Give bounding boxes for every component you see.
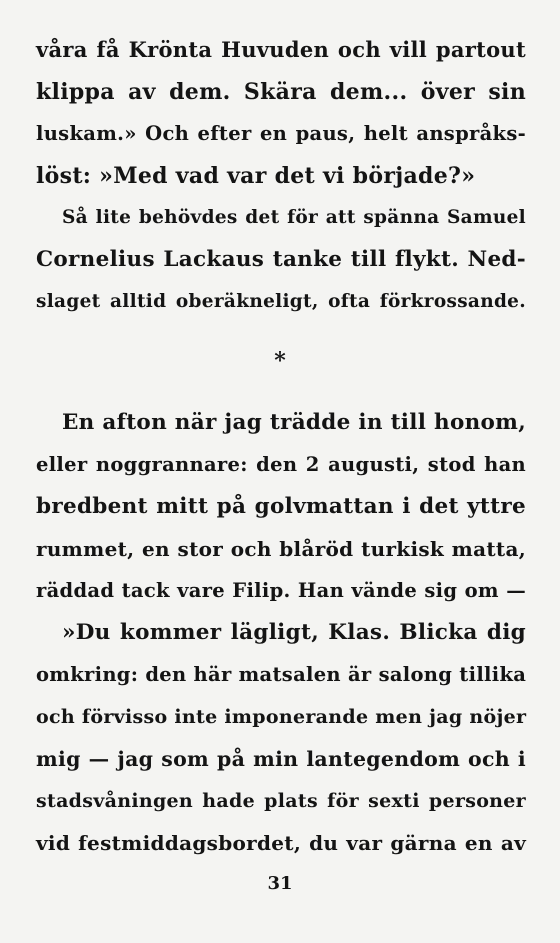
text-line: vid festmiddagsbordet, du var gärna en av xyxy=(36,831,526,855)
text-line: »Du kommer lägligt, Klas. Blicka dig xyxy=(62,620,526,645)
text-line: omkring: den här matsalen är salong tillika xyxy=(36,663,527,686)
text-line: En afton när jag trädde in till honom, xyxy=(62,410,526,435)
text-line: löst: »Med vad var det vi började?» xyxy=(36,163,476,189)
section-separator: * xyxy=(274,348,286,374)
text-line: och förvisso inte imponerande men jag nöjer xyxy=(36,706,527,728)
page-number: 31 xyxy=(267,873,293,894)
text-line: Cornelius Lackaus tanke till flykt. Ned- xyxy=(36,247,526,272)
text-line: mig — jag som på min lantegendom och i xyxy=(36,747,526,771)
text-line: slaget alltid oberäkneligt, ofta förkrossande. xyxy=(36,291,526,312)
text-line: luskam.» Och efter en paus, helt anspråks- xyxy=(36,122,526,145)
text-line: våra få Krönta Huvuden och vill partout xyxy=(36,37,526,62)
text-line: klippa av dem. Skära dem... över sin xyxy=(36,79,526,105)
text-line: eller noggrannare: den 2 augusti, stod han xyxy=(36,453,526,476)
text-line: stadsvåningen hade plats för sexti personer xyxy=(36,790,526,812)
text-line: räddad tack vare Filip. Han vände sig om — xyxy=(36,579,526,602)
text-line: Så lite behövdes det för att spänna Samuel xyxy=(62,207,526,228)
text-line: rummet, en stor och blåröd turkisk matta, xyxy=(36,537,526,561)
text-line: bredbent mitt på golvmattan i det yttre xyxy=(36,494,526,519)
